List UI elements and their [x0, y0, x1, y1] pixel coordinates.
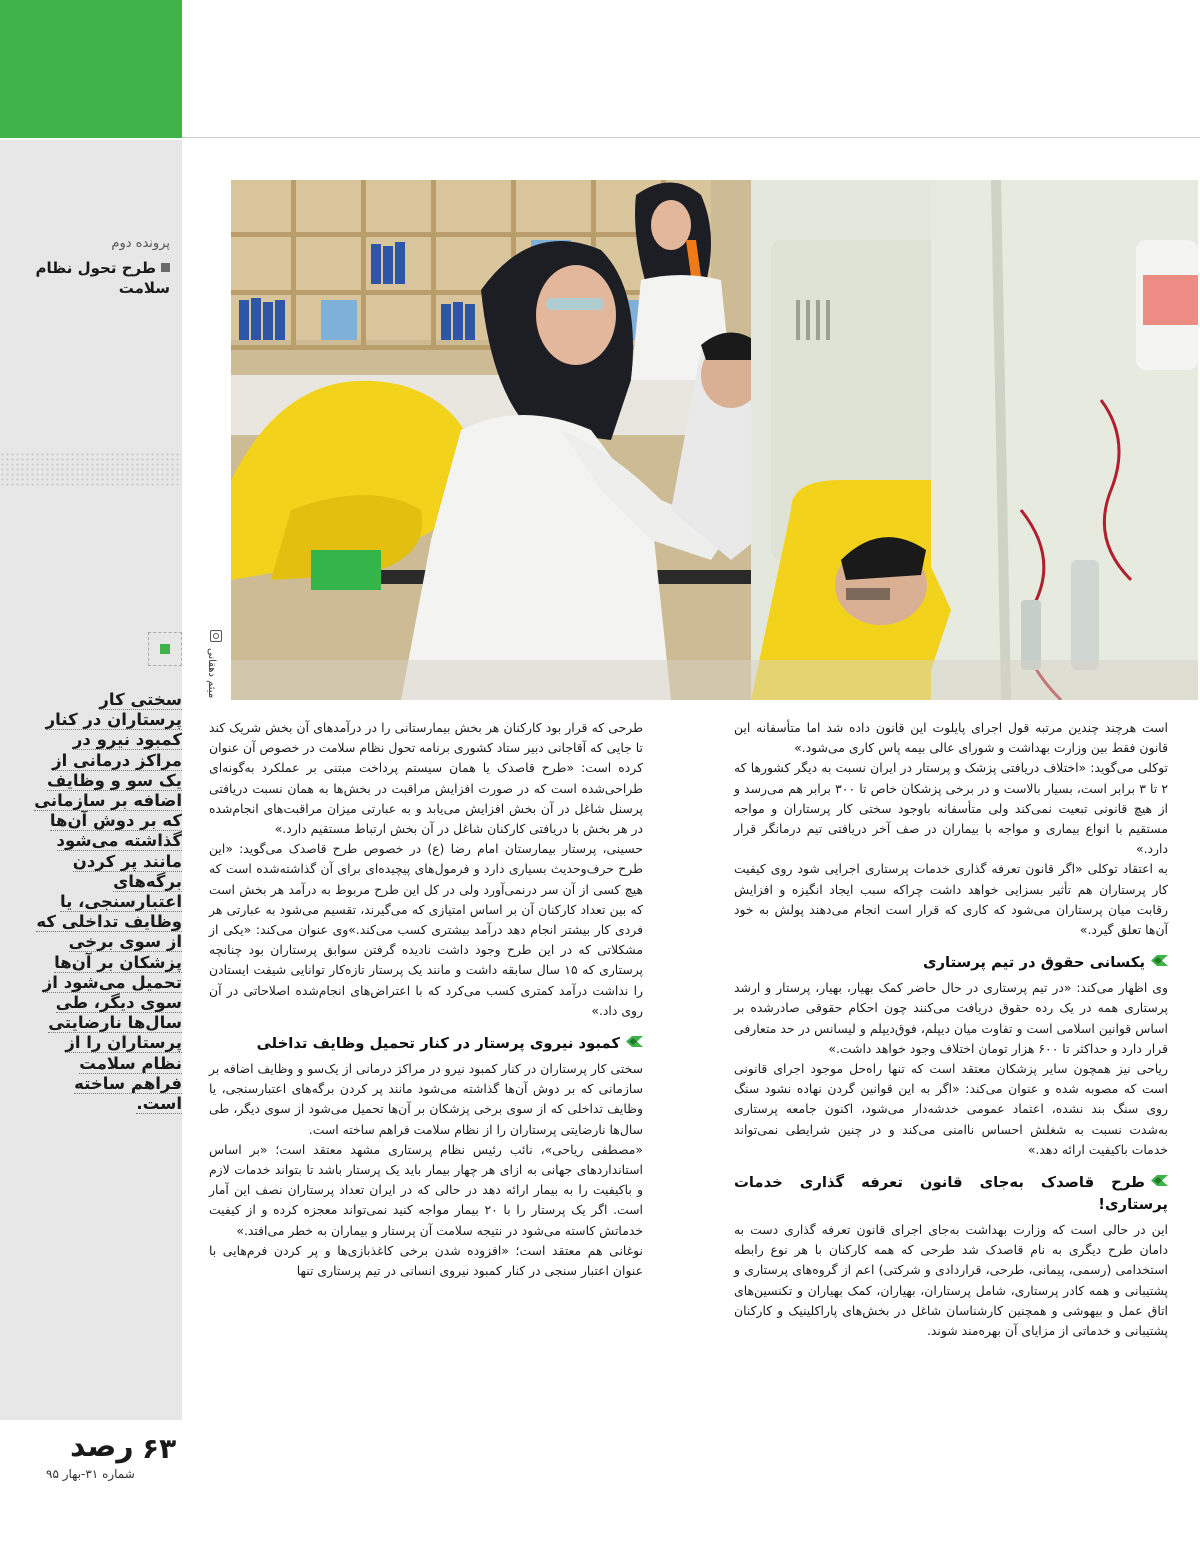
square-icon — [161, 263, 170, 272]
paragraph: حسینی، پرستار بیمارستان امام رضا (ع) در خصوص طرح قاصدک می‌گوید: «این طرح حرف‌وحدیث بسیاری دارد و فرمول‌های پیچیده‌ای برای آن گذاشته‌شده است که هیچ کسی از آن سر درنمی‌آورد ولی در کل این طرح مربوط به درآمد هر بخش است که بین تعداد کارکنان آن بر اساس امتیازی که می‌گیرند، تقسیم می‌شود به عبارتی هر فردی کار بیشتر انجام دهد درآمد بیشتری کسب می‌کند.»وی عنوان می‌کند: «یکی از مشکلاتی که در این طرح وجود داشت نادیده گرفتن سوابق پرستاران بود چنانچه پرستاری که ۱۵ سال سابقه داشت و مانند یک پرستار تازه‌کار توانایی شیفت ایستادن را نداشت درآمد کمتری کسب می‌کرد که با اعتراض‌های انجام‌شده اصلاحاتی در آن روی داد.» — [209, 841, 643, 1018]
paragraph: سختی کار پرستاران در کنار کمبود نیرو در مراکز درمانی از یک‌سو و وظایف اضافه بر سازمانی که بر دوش آن‌ها گذاشته می‌شود مانند پر کردن برگه‌های اعتبارسنجی، یا وظایف تداخلی که از سوی برخی پزشکان بر آن‌ها تحمیل می‌شود از سوی دیگر، طی سال‌ها نارضایتی پرستاران را از نظام سلامت فراهم ساخته است. — [209, 1061, 643, 1137]
section-heading-text: کمبود نیروی پرستار در کنار تحمیل وظایف تداخلی — [256, 1035, 620, 1053]
article-column-right — [734, 718, 1168, 1341]
paragraph: این در حالی است که وزارت بهداشت به‌جای اجرای قانون تعرفه گذاری دست به دامان طرح دیگری به نام قاصدک شد طرحی که همه کارکنان با هر نوع رابطه استخدامی (رسمی، پیمانی، طرحی، قراردادی و شرکتی) اعم از گروه‌های پرستاری و پشتیبانی و همه کادر پرستاری، شامل پرستاران، بهیاران، کمک بهیاران و تکنسین‌های اتاق عمل و بیهوشی و همچنین کارشناسان شاغل در بخش‌های پاراکلینیک و کارکنان پشتیبانی و خدماتی از مزایای آن بهره‌مند شوند. — [734, 1222, 1168, 1339]
dossier-title — [20, 258, 170, 298]
camera-icon — [210, 630, 222, 642]
article-column-left — [209, 718, 643, 1281]
green-diamond-icon — [626, 1036, 643, 1047]
paragraph: است هرچند چندین مرتبه قول اجرای پایلوت این قانون داده شد اما متأسفانه این قانون فقط بین وزارت بهداشت و شورای عالی بیمه پاس کاری می‌شود.» — [734, 720, 1168, 756]
paragraph: «مصطفی ریاحی»، نائب رئیس نظام پرستاری مشهد معتقد است؛ «بر اساس استانداردهای جهانی به ازای هر چهار بیمار باید یک پرستار باشد تا بتواند خدمات لازم و باکیفیت را به بیمار ارائه دهد در حالی که در ایران تعداد پرستاران نصف این آمار است. اگر یک پرستار را با ۲۰ بیمار مواجه کنید نمی‌تواند معجزه کرده و از کیفیت خدماتش کاسته می‌شود در نتیجه سلامت آن پرستار و بیماران به خطر می‌افتد.» — [209, 1141, 644, 1238]
section-heading — [209, 1033, 643, 1055]
green-diamond-icon — [1151, 955, 1168, 966]
paragraph: ریاحی نیز همچون سایر پزشکان معتقد است که تنها راه‌حل موجود اجرای قانونی است که مصوبه شده و عنوان می‌کند: «اگر به این قوانین گردن نهاده نشود سنگ روی سنگ بند نشده، اعتماد عمومی خدشه‌دار می‌شود، اکنون جامعه پرستاری به‌شدت نسبت به شغلش احساس ناامنی می‌کند و در چنین شرایطی نمی‌تواند خدمات باکیفیت ارائه دهد.» — [734, 1061, 1168, 1157]
magazine-logo: رصد — [70, 1429, 134, 1464]
section-heading — [734, 952, 1168, 974]
header-green-bar — [0, 0, 182, 138]
issue-info: شماره ۳۱-بهار ۹۵ — [46, 1467, 135, 1481]
pullquote-text: سختی کار پرستاران در کنار کمبود نیرو در مراکز درمانی از یک سو و وظایف اضافه بر سازمانی که بر دوش آن‌ها گذاشته می‌شود مانند پر کردن برگه‌های اعتبارسنجی، یا وظایف تداخلی که از سوی برخی پزشکان بر آن‌ها تحمیل می‌شود از سوی دیگر، طی سال‌ها نارضایتی پرستاران را از نظام سلامت فراهم ساخته است. — [34, 690, 182, 1114]
photo-credit — [206, 630, 228, 700]
green-diamond-icon — [1151, 1175, 1168, 1186]
section-heading-text: طرح قاصدک به‌جای قانون تعرفه گذاری خدمات پرستاری! — [734, 1174, 1168, 1214]
dossier-title-text: طرح تحول نظام سلامت — [35, 259, 170, 297]
photo-credit-text: میثم دهقانی — [206, 648, 217, 699]
page-number: ۶۳ — [142, 1432, 177, 1465]
dossier-label: پرونده دوم — [111, 236, 170, 251]
header-rule — [182, 137, 1200, 138]
pullquote — [32, 690, 182, 1114]
paragraph: به اعتقاد توکلی «اگر قانون تعرفه گذاری خدمات پرستاری اجرایی شود روی کیفیت کار پرستاران هم تأثیر بسزایی خواهد داشت چراکه سبب ایجاد انگیزه و افزایش رقابت میان پرستاران می‌شود که کاری که قرار است انجام می‌دهند پولش به خود آن‌ها تعلق گیرد.» — [734, 861, 1168, 938]
section-heading — [734, 1172, 1168, 1216]
paragraph: وی اظهار می‌کند: «در تیم پرستاری در حال حاضر کمک بهیار، بهیار، پرستار و ارشد پرستاری همه در یک رده حقوق دریافت می‌کنند چون احکام حقوقی صادرشده بر اساس قوانین اسلامی است و تفاوت میان دیپلم، فوق‌دیپلم و لیسانس در حد متعارفی قرار دارد و حداکثر تا ۶۰۰ هزار تومان اختلاف وجود خواهد داشت.» — [734, 980, 1168, 1056]
dot-pattern — [0, 452, 182, 488]
green-square-icon — [148, 632, 182, 666]
hospital-dialysis-photo — [231, 180, 1198, 700]
section-heading-text: یکسانی حقوق در تیم پرستاری — [922, 954, 1145, 972]
paragraph: طرحی که قرار بود کارکنان هر بخش بیمارستانی را در درآمدهای آن بخش شریک کند تا جایی که آقاجانی دبیر ستاد کشوری برنامه تحول نظام سلامت در خصوص آن عنوان کرده است: «طرح قاصدک یا همان سیستم پرداخت مبتنی بر عملکرد به‌گونه‌ای طراحی‌شده است که در صورت افزایش مراقبت در بخش‌ها به همان نسبت دریافتی پرسنل شاغل در آن بخش افزایش می‌یابد و به عبارتی میزان مراقبت‌های انجام‌شده در هر بخش با دریافتی کارکنان شاغل در آن بخش ارتباط مستقیم دارد.» — [209, 720, 643, 837]
paragraph: نوغانی هم معتقد است؛ «افزوده شدن برخی کاغذبازی‌ها و پر کردن فرم‌هایی با عنوان اعتبار سنجی در کنار کمبود نیروی انسانی در تیم پرستاری تنها — [209, 1242, 643, 1279]
paragraph: توکلی می‌گوید: «اختلاف دریافتی پزشک و پرستار در ایران نسبت به دیگر کشورها که ۲ تا ۳ برابر است، بسیار بالاست و در برخی پزشکان خاص تا ۳۰۰ برابر هم می‌رسد و از هیچ قانونی تبعیت نمی‌کند ولی متأسفانه باوجود سختی کار پرستاران و مواجه مستقیم با انواع بیماری و مواجه با بیماران در صف آخر دریافتی تیم درمانگر قرار دارد.» — [734, 760, 1168, 857]
